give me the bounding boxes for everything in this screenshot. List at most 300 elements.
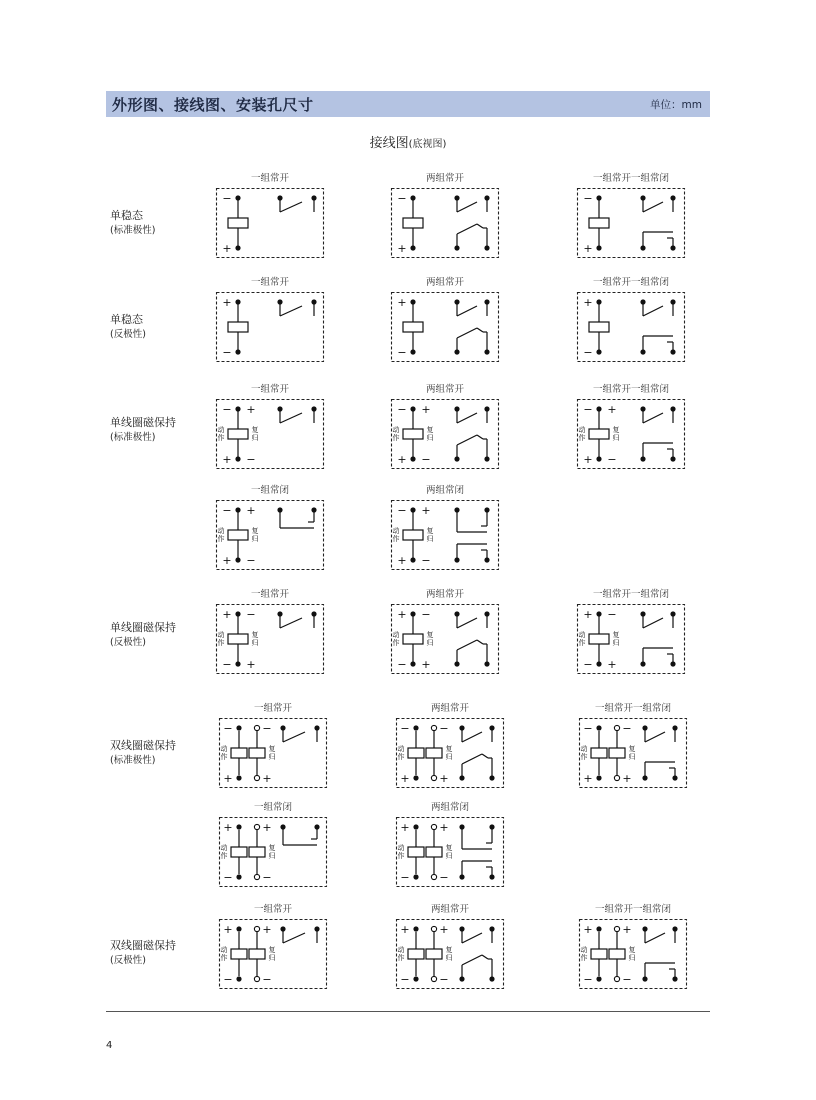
reset-label-char: 归 xyxy=(628,753,636,761)
diagram-content xyxy=(579,403,676,466)
reset-label xyxy=(427,630,434,647)
reset-label-char: 归 xyxy=(628,954,636,962)
polarity-top: − xyxy=(222,192,232,205)
diagram-caption: 一组常开一组常闭 xyxy=(592,589,669,600)
diagram-content xyxy=(221,722,320,785)
contact-blade xyxy=(482,955,488,959)
reset-label-char: 复 xyxy=(445,745,453,753)
polarity-bottom-left: − xyxy=(223,973,233,986)
action-label-char: 作 xyxy=(217,535,225,543)
polarity-bottom-left: − xyxy=(400,973,410,986)
reset-label xyxy=(269,945,276,962)
action-label-char: 作 xyxy=(217,434,225,442)
polarity-top-left: + xyxy=(223,821,233,834)
diagram-content xyxy=(393,504,490,567)
wiring-diagram xyxy=(216,292,324,362)
pin-coil2-bottom xyxy=(254,976,259,981)
reset-label xyxy=(252,425,259,442)
wiring-diagram-svg xyxy=(396,718,504,788)
diagram-caption: 一组常开 xyxy=(250,277,289,288)
diagram-content xyxy=(579,608,676,671)
wiring-diagram xyxy=(577,399,685,469)
reset-label-char: 复 xyxy=(268,946,276,954)
diagram-caption: 两组常开 xyxy=(425,384,464,395)
wiring-diagram-svg xyxy=(391,604,499,674)
diagram-content xyxy=(581,923,678,986)
reset-label-char: 归 xyxy=(445,954,453,962)
action-label xyxy=(581,744,588,761)
diagram-content xyxy=(398,722,495,785)
diagram-content xyxy=(397,296,489,359)
reset-label-char: 复 xyxy=(251,631,259,639)
polarity-bottom-left: − xyxy=(400,871,410,884)
reset-label xyxy=(613,630,620,647)
polarity-top-right: + xyxy=(262,923,272,936)
polarity-bottom-left: + xyxy=(397,554,407,567)
polarity-bottom: − xyxy=(397,346,407,359)
polarity-top-left: + xyxy=(583,608,593,621)
reset-label-char: 复 xyxy=(251,426,259,434)
wiring-diagram xyxy=(219,718,327,788)
polarity-bottom-right: − xyxy=(262,871,272,884)
wiring-diagram xyxy=(391,188,499,258)
pin-coil1-top xyxy=(596,926,601,931)
action-label-char: 动 xyxy=(397,745,405,753)
diagram-subtitle: (底视图) xyxy=(408,139,447,150)
polarity-bottom-left: + xyxy=(222,453,232,466)
polarity-top-left: − xyxy=(400,722,410,735)
contact-blade xyxy=(643,306,663,316)
coil-symbol-2 xyxy=(426,847,442,857)
wiring-diagram xyxy=(396,817,504,887)
action-label-char: 作 xyxy=(580,954,588,962)
reset-label xyxy=(252,526,259,543)
contact-blade xyxy=(457,640,477,650)
reset-label xyxy=(629,744,636,761)
diagram-content xyxy=(398,923,495,986)
polarity-top: − xyxy=(583,192,593,205)
coil-symbol-1 xyxy=(231,949,247,959)
contact-blade xyxy=(457,435,477,445)
reset-label-char: 复 xyxy=(268,745,276,753)
polarity-top-right: + xyxy=(246,403,256,416)
action-label-char: 动 xyxy=(392,527,400,535)
pin-coil1-top xyxy=(236,926,241,931)
diagram-content xyxy=(581,722,678,785)
row-label xyxy=(110,415,176,445)
coil-symbol-2 xyxy=(426,949,442,959)
polarity-top-left: + xyxy=(397,608,407,621)
wiring-diagram-svg xyxy=(219,718,327,788)
wiring-diagram xyxy=(391,399,499,469)
pin-coil1-top xyxy=(413,725,418,730)
reset-label-char: 归 xyxy=(426,434,434,442)
pin-coil2-bottom xyxy=(431,874,436,879)
polarity-top-right: + xyxy=(421,504,431,517)
polarity-top-left: − xyxy=(583,403,593,416)
contact-blade xyxy=(482,754,488,758)
wiring-diagram xyxy=(219,919,327,989)
polarity-bottom-left: + xyxy=(222,554,232,567)
polarity-top-right: − xyxy=(421,608,431,621)
row-label xyxy=(110,938,176,968)
wiring-diagram-svg xyxy=(396,919,504,989)
reset-label-char: 复 xyxy=(628,745,636,753)
wiring-diagram-svg xyxy=(391,500,499,570)
coil-symbol-2 xyxy=(426,748,442,758)
polarity-top-right: + xyxy=(421,403,431,416)
action-label-char: 动 xyxy=(578,426,586,434)
pin-coil1-bottom xyxy=(413,874,418,879)
coil-symbol xyxy=(228,218,248,228)
coil-symbol-1 xyxy=(591,949,607,959)
pin-coil1-bottom xyxy=(413,976,418,981)
polarity-bottom-right: + xyxy=(439,772,449,785)
coil-symbol xyxy=(228,530,248,540)
coil-symbol-1 xyxy=(408,949,424,959)
row-label-title: 双线圈磁保持 xyxy=(110,939,176,952)
row-label xyxy=(110,620,176,650)
wiring-diagram-svg xyxy=(579,919,687,989)
reset-label xyxy=(269,744,276,761)
diagram-content xyxy=(393,403,490,466)
pin-coil2-top xyxy=(431,725,436,730)
wiring-diagram-svg xyxy=(216,500,324,570)
reset-label-char: 归 xyxy=(251,434,259,442)
polarity-bottom-right: + xyxy=(607,658,617,671)
row-label xyxy=(110,738,176,768)
wiring-diagram-svg xyxy=(577,399,685,469)
action-label xyxy=(579,425,586,442)
coil-symbol xyxy=(403,634,423,644)
wiring-diagram xyxy=(577,292,685,362)
polarity-top-left: + xyxy=(222,608,232,621)
coil-symbol-1 xyxy=(408,847,424,857)
action-label-char: 作 xyxy=(578,434,586,442)
wiring-diagram xyxy=(216,500,324,570)
polarity-top-left: + xyxy=(583,923,593,936)
wiring-diagram xyxy=(396,919,504,989)
contact-blade xyxy=(477,435,483,439)
reset-label-char: 归 xyxy=(268,753,276,761)
pin-coil2-bottom xyxy=(614,775,619,780)
polarity-top-left: + xyxy=(400,821,410,834)
action-label xyxy=(221,744,228,761)
pin-coil2-top xyxy=(431,926,436,931)
section-header xyxy=(106,91,710,117)
diagram-caption: 两组常开 xyxy=(430,904,469,915)
coil-symbol-2 xyxy=(249,748,265,758)
row-label-title: 单线圈磁保持 xyxy=(110,416,176,429)
pin-coil2-bottom xyxy=(254,775,259,780)
coil-symbol-1 xyxy=(591,748,607,758)
row-label-subtitle: (标准极性) xyxy=(110,432,156,443)
polarity-bottom: + xyxy=(583,242,593,255)
action-label xyxy=(218,526,225,543)
polarity-bottom-left: + xyxy=(223,772,233,785)
action-label-char: 动 xyxy=(217,527,225,535)
diagram-caption: 一组常开一组常闭 xyxy=(594,904,671,915)
reset-label-char: 归 xyxy=(445,753,453,761)
diagram-caption: 两组常开 xyxy=(430,703,469,714)
action-label-char: 动 xyxy=(220,844,228,852)
polarity-bottom: − xyxy=(222,346,232,359)
contact-blade xyxy=(283,732,305,742)
diagram-caption: 一组常开一组常闭 xyxy=(592,173,669,184)
contact-blade xyxy=(283,933,305,943)
action-label-char: 作 xyxy=(217,639,225,647)
wiring-diagram-svg xyxy=(216,188,324,258)
diagram-content xyxy=(218,504,317,567)
coil-symbol-2 xyxy=(609,748,625,758)
pin-coil1-bottom xyxy=(596,775,601,780)
action-label xyxy=(393,425,400,442)
polarity-bottom-right: + xyxy=(622,772,632,785)
diagram-caption: 一组常闭 xyxy=(250,485,289,496)
coil-symbol xyxy=(589,634,609,644)
polarity-top-left: + xyxy=(223,923,233,936)
wiring-diagram-svg xyxy=(577,292,685,362)
reset-label-char: 复 xyxy=(426,527,434,535)
wiring-diagram-svg xyxy=(216,292,324,362)
polarity-bottom: + xyxy=(222,242,232,255)
action-label-char: 动 xyxy=(217,426,225,434)
polarity-top-right: − xyxy=(622,722,632,735)
pin-coil1-bottom xyxy=(236,976,241,981)
action-label-char: 动 xyxy=(397,844,405,852)
row-label-subtitle: (反极性) xyxy=(110,955,146,966)
coil-symbol xyxy=(228,634,248,644)
contact-blade xyxy=(477,328,483,332)
polarity-top: + xyxy=(583,296,593,309)
contact-blade xyxy=(645,732,665,742)
action-label-char: 动 xyxy=(580,946,588,954)
contact-blade xyxy=(457,224,477,234)
action-label-char: 动 xyxy=(220,745,228,753)
wiring-diagram-svg xyxy=(216,604,324,674)
polarity-bottom-right: − xyxy=(622,973,632,986)
wiring-diagram xyxy=(577,604,685,674)
reset-label-char: 复 xyxy=(445,946,453,954)
contact-blade xyxy=(645,933,665,943)
contact-blade xyxy=(462,732,482,742)
polarity-bottom-left: − xyxy=(583,658,593,671)
pin-coil1-top xyxy=(413,926,418,931)
diagram-caption: 一组常闭 xyxy=(253,802,292,813)
wiring-diagram-svg xyxy=(577,604,685,674)
diagram-caption: 两组常闭 xyxy=(430,802,469,813)
contact-blade xyxy=(280,413,302,423)
reset-label-char: 复 xyxy=(612,426,620,434)
diagram-caption: 一组常开一组常闭 xyxy=(592,384,669,395)
wiring-diagram-svg xyxy=(219,919,327,989)
row-label xyxy=(110,208,155,238)
pin-coil2-top xyxy=(431,824,436,829)
coil-symbol-2 xyxy=(249,949,265,959)
action-label xyxy=(579,630,586,647)
pin-coil1-bottom xyxy=(413,775,418,780)
contact-blade xyxy=(643,202,663,212)
diagram-caption: 两组常开 xyxy=(425,173,464,184)
action-label xyxy=(218,425,225,442)
polarity-bottom-right: + xyxy=(262,772,272,785)
polarity-top: + xyxy=(222,296,232,309)
diagram-content xyxy=(398,821,495,884)
wiring-diagram xyxy=(216,604,324,674)
polarity-top-right: + xyxy=(622,923,632,936)
polarity-bottom-left: + xyxy=(397,453,407,466)
diagram-heading xyxy=(0,132,816,151)
wiring-diagram-svg xyxy=(216,399,324,469)
polarity-bottom-right: + xyxy=(421,658,431,671)
polarity-top-right: − xyxy=(262,722,272,735)
polarity-top-right: − xyxy=(246,608,256,621)
diagram-caption: 一组常开 xyxy=(250,173,289,184)
contact-blade xyxy=(477,224,483,228)
pin-coil2-top xyxy=(254,725,259,730)
polarity-bottom: + xyxy=(397,242,407,255)
wiring-diagram-svg xyxy=(391,188,499,258)
action-label-char: 动 xyxy=(217,631,225,639)
pin-coil2-bottom xyxy=(431,775,436,780)
contact-blade xyxy=(280,618,302,628)
diagram-content xyxy=(397,192,489,255)
contact-blade xyxy=(643,413,663,423)
contact-blade xyxy=(457,618,477,628)
action-label-char: 作 xyxy=(578,639,586,647)
diagram-caption: 两组常闭 xyxy=(425,485,464,496)
wiring-diagram-svg xyxy=(391,399,499,469)
polarity-top-left: − xyxy=(223,722,233,735)
polarity-top-left: − xyxy=(222,504,232,517)
diagram-content xyxy=(222,296,316,359)
wiring-diagram xyxy=(216,399,324,469)
contact-blade xyxy=(643,618,663,628)
pin-coil2-bottom xyxy=(431,976,436,981)
polarity-bottom-right: − xyxy=(439,871,449,884)
polarity-bottom: − xyxy=(583,346,593,359)
contact-blade xyxy=(462,955,482,965)
action-label-char: 动 xyxy=(580,745,588,753)
row-label-subtitle: (标准极性) xyxy=(110,755,156,766)
pin-coil2-bottom xyxy=(614,976,619,981)
action-label-char: 作 xyxy=(392,535,400,543)
polarity-bottom-left: − xyxy=(223,871,233,884)
polarity-top: + xyxy=(397,296,407,309)
pin-coil1-top xyxy=(236,725,241,730)
pin-coil1-top xyxy=(596,725,601,730)
wiring-diagram xyxy=(579,919,687,989)
action-label-char: 作 xyxy=(580,753,588,761)
reset-label-char: 复 xyxy=(426,426,434,434)
coil-symbol-2 xyxy=(609,949,625,959)
contact-blade xyxy=(280,306,302,316)
reset-label-char: 复 xyxy=(628,946,636,954)
reset-label-char: 复 xyxy=(251,527,259,535)
polarity-bottom-left: + xyxy=(400,772,410,785)
diagram-caption: 一组常开 xyxy=(253,703,292,714)
polarity-top-left: − xyxy=(222,403,232,416)
wiring-diagram xyxy=(396,718,504,788)
action-label-char: 动 xyxy=(397,946,405,954)
pin-coil1-bottom xyxy=(596,976,601,981)
coil-symbol-1 xyxy=(231,748,247,758)
reset-label xyxy=(446,744,453,761)
action-label-char: 动 xyxy=(578,631,586,639)
reset-label xyxy=(252,630,259,647)
polarity-bottom-right: − xyxy=(246,554,256,567)
row-label-title: 双线圈磁保持 xyxy=(110,739,176,752)
wiring-diagram-svg xyxy=(391,292,499,362)
coil-symbol xyxy=(403,218,423,228)
polarity-top-left: − xyxy=(397,504,407,517)
action-label xyxy=(398,843,405,860)
action-label-char: 作 xyxy=(397,954,405,962)
diagram-caption: 两组常开 xyxy=(425,589,464,600)
page-number: 4 xyxy=(106,1040,113,1051)
pin-coil2-top xyxy=(254,824,259,829)
pin-coil2-top xyxy=(254,926,259,931)
diagram-content xyxy=(221,821,320,884)
row-label-subtitle: (反极性) xyxy=(110,637,146,648)
reset-label-char: 归 xyxy=(612,434,620,442)
polarity-top-left: − xyxy=(583,722,593,735)
reset-label-char: 归 xyxy=(426,639,434,647)
polarity-bottom-right: − xyxy=(439,973,449,986)
pin-coil1-bottom xyxy=(236,874,241,879)
diagram-caption: 一组常开 xyxy=(253,904,292,915)
pin-coil2-top xyxy=(614,725,619,730)
contact-blade xyxy=(457,413,477,423)
reset-label-char: 归 xyxy=(251,639,259,647)
diagram-caption: 一组常开一组常闭 xyxy=(594,703,671,714)
coil-symbol xyxy=(589,322,609,332)
unit-label: 单位：mm xyxy=(650,98,702,111)
pin-coil2-bottom xyxy=(254,874,259,879)
reset-label xyxy=(629,945,636,962)
reset-label-char: 归 xyxy=(445,852,453,860)
polarity-top-left: + xyxy=(400,923,410,936)
diagram-caption: 一组常开一组常闭 xyxy=(592,277,669,288)
action-label-char: 作 xyxy=(392,434,400,442)
action-label xyxy=(398,744,405,761)
action-label xyxy=(393,526,400,543)
contact-blade xyxy=(457,306,477,316)
row-label-subtitle: (反极性) xyxy=(110,329,146,340)
reset-label-char: 复 xyxy=(445,844,453,852)
diagram-caption: 一组常开 xyxy=(250,384,289,395)
polarity-bottom-right: − xyxy=(421,554,431,567)
contact-blade xyxy=(462,933,482,943)
contact-blade xyxy=(280,202,302,212)
polarity-top-left: − xyxy=(397,403,407,416)
coil-symbol xyxy=(228,429,248,439)
polarity-bottom-right: + xyxy=(246,658,256,671)
polarity-top-right: + xyxy=(246,504,256,517)
reset-label-char: 归 xyxy=(268,954,276,962)
reset-label xyxy=(427,526,434,543)
pin-coil1-top xyxy=(413,824,418,829)
contact-blade xyxy=(477,640,483,644)
action-label-char: 作 xyxy=(397,753,405,761)
action-label xyxy=(398,945,405,962)
wiring-diagram-svg xyxy=(396,817,504,887)
diagram-content xyxy=(218,608,317,671)
reset-label-char: 归 xyxy=(251,535,259,543)
action-label-char: 动 xyxy=(392,426,400,434)
reset-label xyxy=(427,425,434,442)
diagram-caption: 一组常开 xyxy=(250,589,289,600)
